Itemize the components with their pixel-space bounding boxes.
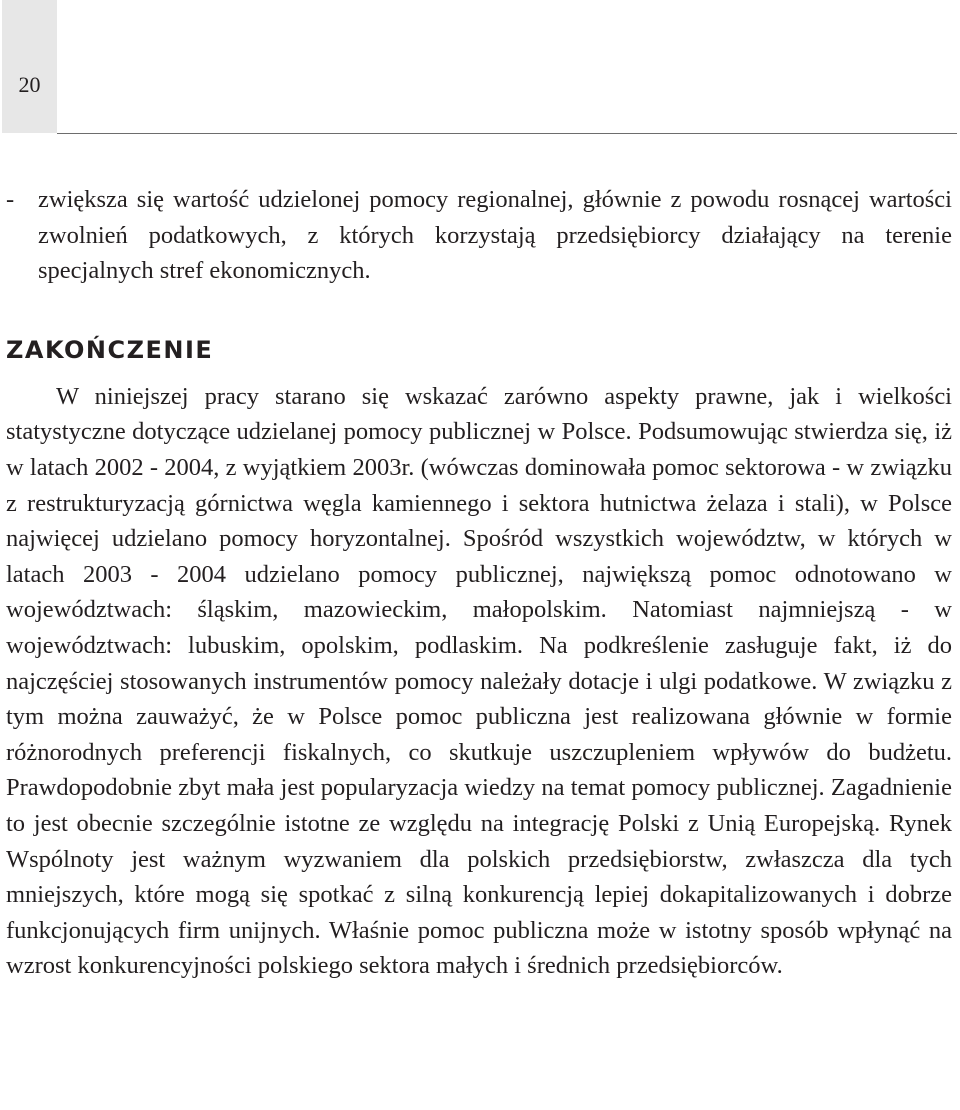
bullet-item	[6, 182, 952, 289]
bullet-text: zwiększa się wartość udzielonej pomocy regionalnej, głównie z powodu rosnącej wartości zwolnień podatkowych, z których korzystają przedsiębiorcy działający na terenie specjalnych stref ekonomicznych.	[38, 186, 952, 285]
page-body	[6, 182, 952, 984]
page-number: 20	[18, 72, 41, 97]
conclusion-paragraph: W niniejszej pracy starano się wskazać zarówno aspekty prawne, jak i wielkości statystyczne dotyczące udzielanej pomocy publicznej w Polsce. Podsumowując stwierdza się, iż w latach 2002 - 2004, z wyjątkiem 2003r. (wówczas dominowała pomoc sektorowa - w związku z restrukturyzacją górnictwa węgla kamiennego i sektora hutnictwa żelaza i stali), w Polsce najwięcej udzielano pomocy horyzontalnej. Spośród wszystkich województw, w których w latach 2003 - 2004 udzielano pomocy publicznej, największą pomoc odnotowano w województwach: śląskim, mazowieckim, małopolskim. Natomiast najmniejszą - w województwach: lubuskim, opolskim, podlaskim. Na podkreślenie zasługuje fakt, iż do najczęściej stosowanych instrumentów pomocy należały dotacje i ulgi podatkowe. W związku z tym można zauważyć, że w Polsce pomoc publiczna jest realizowana głównie w formie różnorodnych preferencji fiskalnych, co skutkuje uszczupleniem wpływów do budżetu. Prawdopodobnie zbyt mała jest popularyzacja wiedzy na temat pomocy publicznej. Zagadnienie to jest obecnie szczególnie istotne ze względu na integrację Polski z Unią Europejską. Rynek Wspólnoty jest ważnym wyzwaniem dla polskich przedsiębiorstw, zwłaszcza dla tych mniejszych, które mogą się spotkać z silną konkurencją lepiej dokapitalizowanych i dobrze funkcjonujących firm unijnych. Właśnie pomoc publiczna może w istotny sposób wpłynąć na wzrost konkurencyjności polskiego sektora małych i średnich przedsiębiorców.	[6, 382, 952, 980]
section-heading: ZAKOŃCZENIE	[6, 335, 214, 364]
page-number-tab	[2, 0, 57, 133]
header-divider	[57, 133, 957, 134]
bullet-marker: -	[6, 186, 15, 213]
